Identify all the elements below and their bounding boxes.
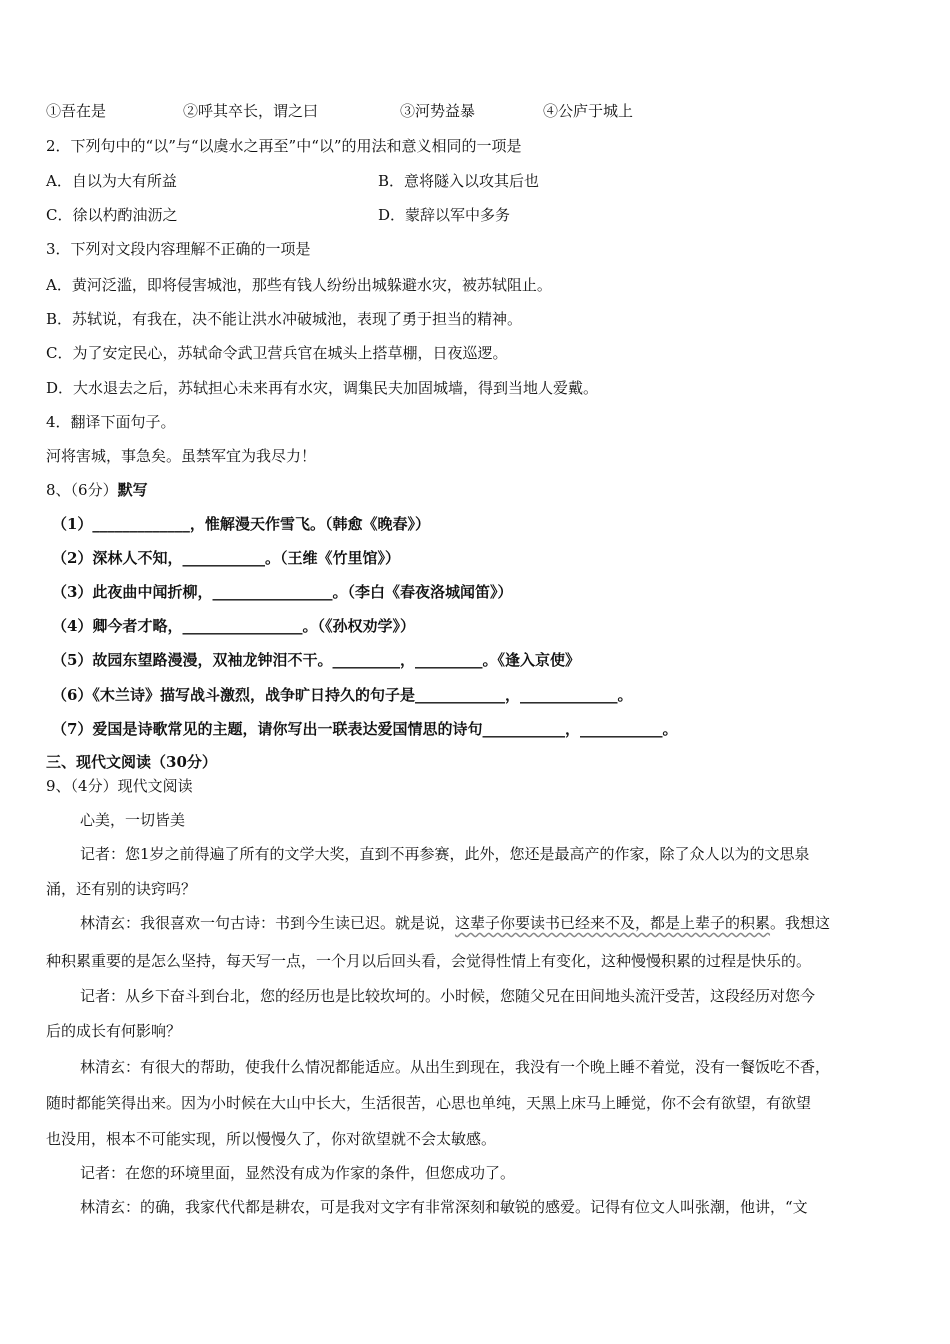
article-line: 记者：在您的环境里面，显然没有成为作家的条件，但您成功了。 — [80, 1164, 516, 1182]
article-line: 林清玄：的确，我家代代都是耕农，可是我对文字有非常深刻和敏锐的感爱。记得有位文人叫张潮，他讲，“文 — [80, 1198, 808, 1216]
q8-item: （4）卿今者才略，________________。（《孙权劝学》） — [52, 617, 415, 635]
option-1: ①吾在是 — [46, 102, 107, 120]
q3-option-b: B．苏轼说，有我在，决不能让洪水冲破城池，表现了勇于担当的精神。 — [46, 310, 523, 328]
article-line: 涌，还有别的诀窍吗？ — [46, 880, 197, 898]
option-3: ③河势益暴 — [400, 102, 476, 120]
article-line: 记者：从乡下奋斗到台北，您的经历也是比较坎坷的。小时候，您随父兄在田间地头流汗受苦，这段经历对您今 — [80, 987, 816, 1005]
article-line: 后的成长有何影响？ — [46, 1022, 182, 1040]
article-line: 林清玄：有很大的帮助，使我什么情况都能适应。从出生到现在，我没有一个晚上睡不着觉，没有一餐饭吃不香， — [80, 1058, 831, 1076]
article-line — [80, 913, 830, 933]
q3-option-c: C．为了安定民心，苏轼命令武卫营兵官在城头上搭草棚，日夜巡逻。 — [46, 344, 508, 362]
q2-option-c: C．徐以杓酌油沥之 — [46, 206, 178, 224]
q8-item: （5）故园东望路漫漫，双袖龙钟泪不干。_________，_________。《逢入京使》 — [52, 651, 580, 669]
q8-item: （1）_____________，惟解漫天作雪飞。（韩愈《晚春》） — [52, 515, 430, 533]
underlined-sentence: 这辈子你要读书已经来不及，都是上辈子的积累 — [455, 914, 771, 932]
q9-label: 9、（4分）现代文阅读 — [46, 777, 193, 795]
article-line: 种积累重要的是怎么坚持，每天写一点，一个月以后回头看，会觉得性情上有变化，这种慢慢积累的过程是快乐的。 — [46, 952, 812, 970]
q8-item: （2）深林人不知，___________。（王维《竹里馆》） — [52, 549, 400, 567]
q2-option-a: A．自以为大有所益 — [46, 172, 177, 190]
q8-item: （7）爱国是诗歌常见的主题，请你写出一联表达爱国情思的诗句___________，___________。 — [52, 720, 678, 738]
q2-option-d: D．蒙辞以军中多务 — [378, 206, 511, 224]
q2-option-b: B．意将隧入以攻其后也 — [378, 172, 540, 190]
q8-item: （3）此夜曲中闻折柳，________________。（李白《春夜洛城闻笛》） — [52, 583, 513, 601]
q3-option-a: A．黄河泛滥，即将侵害城池，那些有钱人纷纷出城躲避水灾，被苏轼阻止。 — [46, 276, 552, 294]
article-text: 。我想这 — [770, 914, 831, 932]
q4-sentence: 河将害城，事急矣。虽禁军宜为我尽力！ — [46, 447, 317, 465]
q8-heading — [46, 480, 148, 500]
article-text: 林清玄：我很喜欢一句古诗：书到今生读已迟。就是说， — [80, 914, 456, 932]
article-line: 随时都能笑得出来。因为小时候在大山中长大，生活很苦，心思也单纯，天黑上床马上睡觉，你不会有欲望，有欲望 — [46, 1094, 812, 1112]
q3-stem: 3．下列对文段内容理解不正确的一项是 — [46, 240, 311, 258]
option-2: ②呼其卒长，谓之曰 — [183, 102, 319, 120]
q4-stem: 4．翻译下面句子。 — [46, 413, 176, 431]
q2-stem: 2．下列句中的“以”与“以虞水之再至”中“以”的用法和意义相同的一项是 — [46, 137, 522, 155]
article-title: 心美，一切皆美 — [80, 811, 186, 829]
q3-option-d: D．大水退去之后，苏轼担心未来再有水灾，调集民夫加固城墙，得到当地人爱戴。 — [46, 379, 599, 397]
section-heading: 三、现代文阅读（30分） — [46, 753, 217, 771]
q8-item: （6）《木兰诗》描写战斗激烈，战争旷日持久的句子是____________，_____________。 — [52, 686, 633, 704]
q8-title: 默写 — [117, 481, 148, 499]
article-line: 记者：您1岁之前得遍了所有的文学大奖，直到不再参赛，此外，您还是最高产的作家，除了众人以为的文思泉 — [80, 845, 810, 863]
article-line: 也没用，根本不可能实现，所以慢慢久了，你对欲望就不会太敏感。 — [46, 1130, 497, 1148]
q8-prefix: 8、（6分） — [46, 481, 118, 499]
option-4: ④公庐于城上 — [543, 102, 634, 120]
